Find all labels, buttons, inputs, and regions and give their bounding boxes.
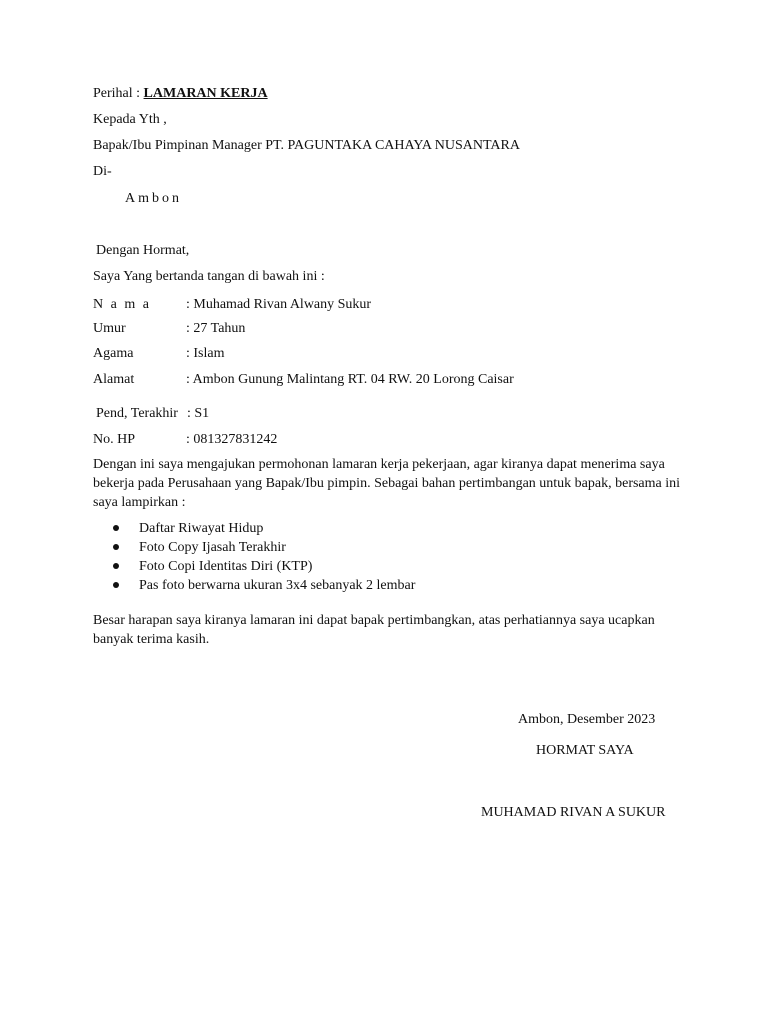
greeting: Dengan Hormat, xyxy=(96,243,190,258)
place-date: Ambon, Desember 2023 xyxy=(518,712,656,727)
body-paragraph: Dengan ini saya mengajukan permohonan lamaran kerja pekerjaan, agar kiranya dapat menerima saya bekerja pada Perusahaan yang Bapak/Ibu pimpin. Sebagai bahan pertimbangan untuk bapak, bersama ini saya lampirkan : xyxy=(93,457,681,510)
attachment-list xyxy=(113,519,415,595)
field-value: : Islam xyxy=(186,346,225,361)
field-label: Umur xyxy=(93,321,126,336)
subject-line xyxy=(93,85,268,103)
field-label: Alamat xyxy=(93,372,135,387)
list-item xyxy=(113,519,415,538)
field-value: : 27 Tahun xyxy=(186,321,246,336)
bullet-icon xyxy=(113,544,119,550)
field-value: : S1 xyxy=(187,406,210,421)
field-label: Pend, Terakhir xyxy=(96,406,178,421)
city-line: Ambon xyxy=(125,191,182,206)
subject-value: LAMARAN KERJA xyxy=(143,86,268,101)
to-line: Kepada Yth , xyxy=(93,112,167,127)
field-label: Agama xyxy=(93,346,134,361)
di-line: Di- xyxy=(93,164,112,179)
closing-paragraph: Besar harapan saya kiranya lamaran ini dapat bapak pertimbangkan, atas perhatiannya saya ucapkan banyak terima kasih. xyxy=(93,613,655,647)
bullet-icon xyxy=(113,525,119,531)
signatory-name: MUHAMAD RIVAN A SUKUR xyxy=(481,805,666,820)
list-item xyxy=(113,576,415,595)
list-item-label: Daftar Riwayat Hidup xyxy=(139,521,264,536)
list-item xyxy=(113,557,415,576)
list-item-label: Foto Copi Identitas Diri (KTP) xyxy=(139,559,313,574)
field-value: : Ambon Gunung Malintang RT. 04 RW. 20 Lorong Caisar xyxy=(186,372,514,387)
field-label: N a m a xyxy=(93,297,151,312)
sign-off: HORMAT SAYA xyxy=(536,743,634,758)
list-item xyxy=(113,538,415,557)
list-item-label: Foto Copy Ijasah Terakhir xyxy=(139,540,286,555)
list-item-label: Pas foto berwarna ukuran 3x4 sebanyak 2 lembar xyxy=(139,578,416,593)
recipient-line: Bapak/Ibu Pimpinan Manager PT. PAGUNTAKA CAHAYA NUSANTARA xyxy=(93,138,520,153)
subject-label: Perihal : xyxy=(93,86,141,101)
bullet-icon xyxy=(113,582,119,588)
field-value: : 081327831242 xyxy=(186,432,278,447)
bullet-icon xyxy=(113,563,119,569)
field-value: : Muhamad Rivan Alwany Sukur xyxy=(186,297,372,312)
intro-line: Saya Yang bertanda tangan di bawah ini : xyxy=(93,269,325,284)
field-label: No. HP xyxy=(93,432,136,447)
